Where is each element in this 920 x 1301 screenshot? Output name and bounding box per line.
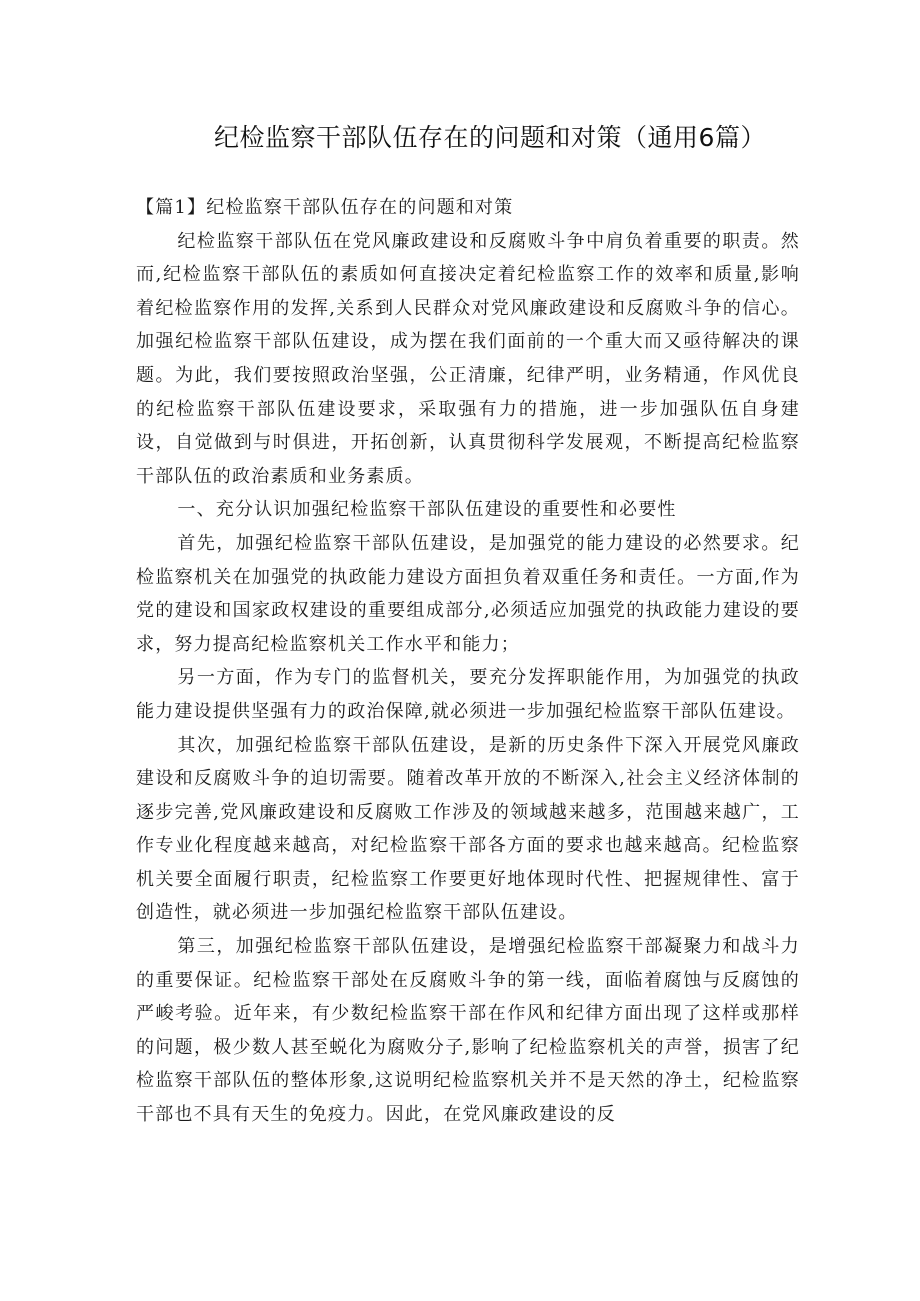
paragraph-second: 其次，加强纪检监察干部队伍建设，是新的历史条件下深入开展党风廉政建设和反腐败斗争的迫切需要。随着改革开放的不断深入,社会主义经济体制的逐步完善,党风廉政建设和反腐败工作涉及的领域越来越多，范围越来越广，工作专业化程度越来越高，对纪检监察干部各方面的要求也越来越高。纪检监察机关要全面履行职责，纪检监察工作要更好地体现时代性、把握规律性、富于创造性，就必须进一步加强纪检监察干部队伍建设。 <box>136 734 800 924</box>
paragraph-first: 首先，加强纪检监察干部队伍建设，是加强党的能力建设的必然要求。纪检监察机关在加强党的执政能力建设方面担负着双重任务和责任。一方面,作为党的建设和国家政权建设的重要组成部分,必须适应加强党的执政能力建设的要求，努力提高纪检监察机关工作水平和能力； <box>136 532 800 655</box>
document-body <box>136 191 800 1132</box>
paragraph-third: 第三，加强纪检监察干部队伍建设，是增强纪检监察干部凝聚力和战斗力的重要保证。纪检监察干部处在反腐败斗争的第一线，面临着腐蚀与反腐蚀的严峻考验。近年来，有少数纪检监察干部在作风和纪律方面出现了这样或那样的问题，极少数人甚至蜕化为腐败分子,影响了纪检监察机关的声誉，损害了纪检监察干部队伍的整体形象,这说明纪检监察机关并不是天然的净土，纪检监察干部也不具有天生的免疫力。因此，在党风廉政建设的反 <box>136 936 800 1126</box>
paragraph-other-hand: 另一方面，作为专门的监督机关，要充分发挥职能作用，为加强党的执政能力建设提供坚强有力的政治保障,就必须进一步加强纪检监察干部队伍建设。 <box>136 667 800 722</box>
section-heading: 【篇1】纪检监察干部队伍存在的问题和对策 <box>136 197 514 218</box>
subsection-heading: 一、充分认识加强纪检监察干部队伍建设的重要性和必要性 <box>177 499 677 521</box>
document-title: 纪检监察干部队伍存在的问题和对策（通用6篇） <box>214 123 766 152</box>
paragraph-intro: 纪检监察干部队伍在党风廉政建设和反腐败斗争中肩负着重要的职责。然而,纪检监察干部队伍的素质如何直接决定着纪检监察工作的效率和质量,影响着纪检监察作用的发挥,关系到人民群众对党风廉政建设和反腐败斗争的信心。加强纪检监察干部队伍建设，成为摆在我们面前的一个重大而又亟待解决的课题。为此，我们要按照政治坚强，公正清廉，纪律严明，业务精通，作风优良的纪检监察干部队伍建设要求，采取强有力的措施，进一步加强队伍自身建设，自觉做到与时俱进，开拓创新，认真贯彻科学发展观，不断提高纪检监察干部队伍的政治素质和业务素质。 <box>136 230 800 487</box>
